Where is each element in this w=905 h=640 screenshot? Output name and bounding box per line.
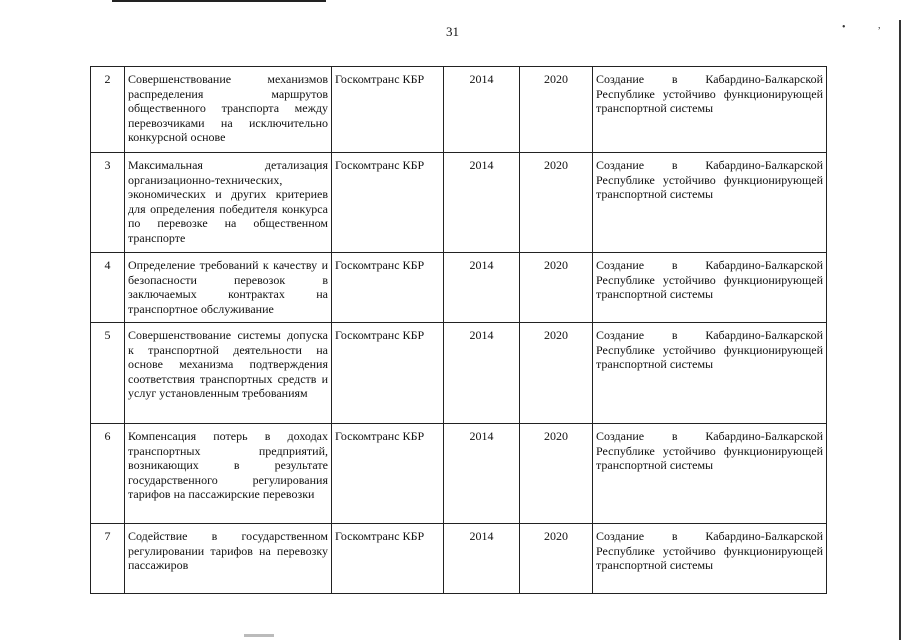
table-row [91,253,827,323]
row-number: 7 [91,524,125,594]
executor-cell: Госкомтранс КБР [332,253,444,323]
measure-cell: Максимальная детализация организационно-технических, экономических и других критериев для определения победителя конкурса по перевозке на общественном транспорте [125,153,332,253]
start-year-cell: 2014 [444,253,520,323]
table-row [91,153,827,253]
scan-speck: • [842,22,846,33]
table-row [91,67,827,153]
end-year-cell: 2020 [520,323,593,424]
row-number: 2 [91,67,125,153]
row-number: 5 [91,323,125,424]
table-row [91,424,827,524]
measure-cell: Совершенствование системы допуска к транспортной деятельности на основе механизма подтверждения соответствия транспортных средств и услуг установленным требованиям [125,323,332,424]
start-year-cell: 2014 [444,424,520,524]
result-cell: Создание в Кабардино-Балкарской Республике устойчиво функционирующей транспортной системы [593,253,827,323]
measure-cell: Компенсация потерь в доходах транспортных предприятий, возникающих в результате государственного регулирования тарифов на пассажирские перевозки [125,424,332,524]
result-cell: Создание в Кабардино-Балкарской Республике устойчиво функционирующей транспортной системы [593,323,827,424]
end-year-cell: 2020 [520,253,593,323]
result-cell: Создание в Кабардино-Балкарской Республике устойчиво функционирующей транспортной системы [593,524,827,594]
result-cell: Создание в Кабардино-Балкарской Республике устойчиво функционирующей транспортной системы [593,424,827,524]
scan-speck: , [878,20,881,31]
page-number: 31 [446,24,459,39]
top-rule [112,0,326,2]
end-year-cell: 2020 [520,424,593,524]
executor-cell: Госкомтранс КБР [332,424,444,524]
executor-cell: Госкомтранс КБР [332,323,444,424]
executor-cell: Госкомтранс КБР [332,153,444,253]
measure-cell: Определение требований к качеству и безопасности перевозок в заключаемых контрактах на транспортное обслуживание [125,253,332,323]
measure-cell: Содействие в государственном регулировании тарифов на перевозку пассажиров [125,524,332,594]
start-year-cell: 2014 [444,153,520,253]
end-year-cell: 2020 [520,153,593,253]
result-cell: Создание в Кабардино-Балкарской Республике устойчиво функционирующей транспортной системы [593,153,827,253]
row-number: 6 [91,424,125,524]
start-year-cell: 2014 [444,323,520,424]
row-number: 4 [91,253,125,323]
row-number: 3 [91,153,125,253]
executor-cell: Госкомтранс КБР [332,67,444,153]
table-row [91,323,827,424]
end-year-cell: 2020 [520,524,593,594]
measure-cell: Совершенствование механизмов распределения маршрутов общественного транспорта между перевозчиками на исключительно конкурсной основе [125,67,332,153]
scan-smudge [244,634,274,637]
start-year-cell: 2014 [444,524,520,594]
start-year-cell: 2014 [444,67,520,153]
table-row [91,524,827,594]
page-edge-line [899,20,901,640]
result-cell: Создание в Кабардино-Балкарской Республике устойчиво функционирующей транспортной системы [593,67,827,153]
end-year-cell: 2020 [520,67,593,153]
measures-table [90,66,827,594]
executor-cell: Госкомтранс КБР [332,524,444,594]
